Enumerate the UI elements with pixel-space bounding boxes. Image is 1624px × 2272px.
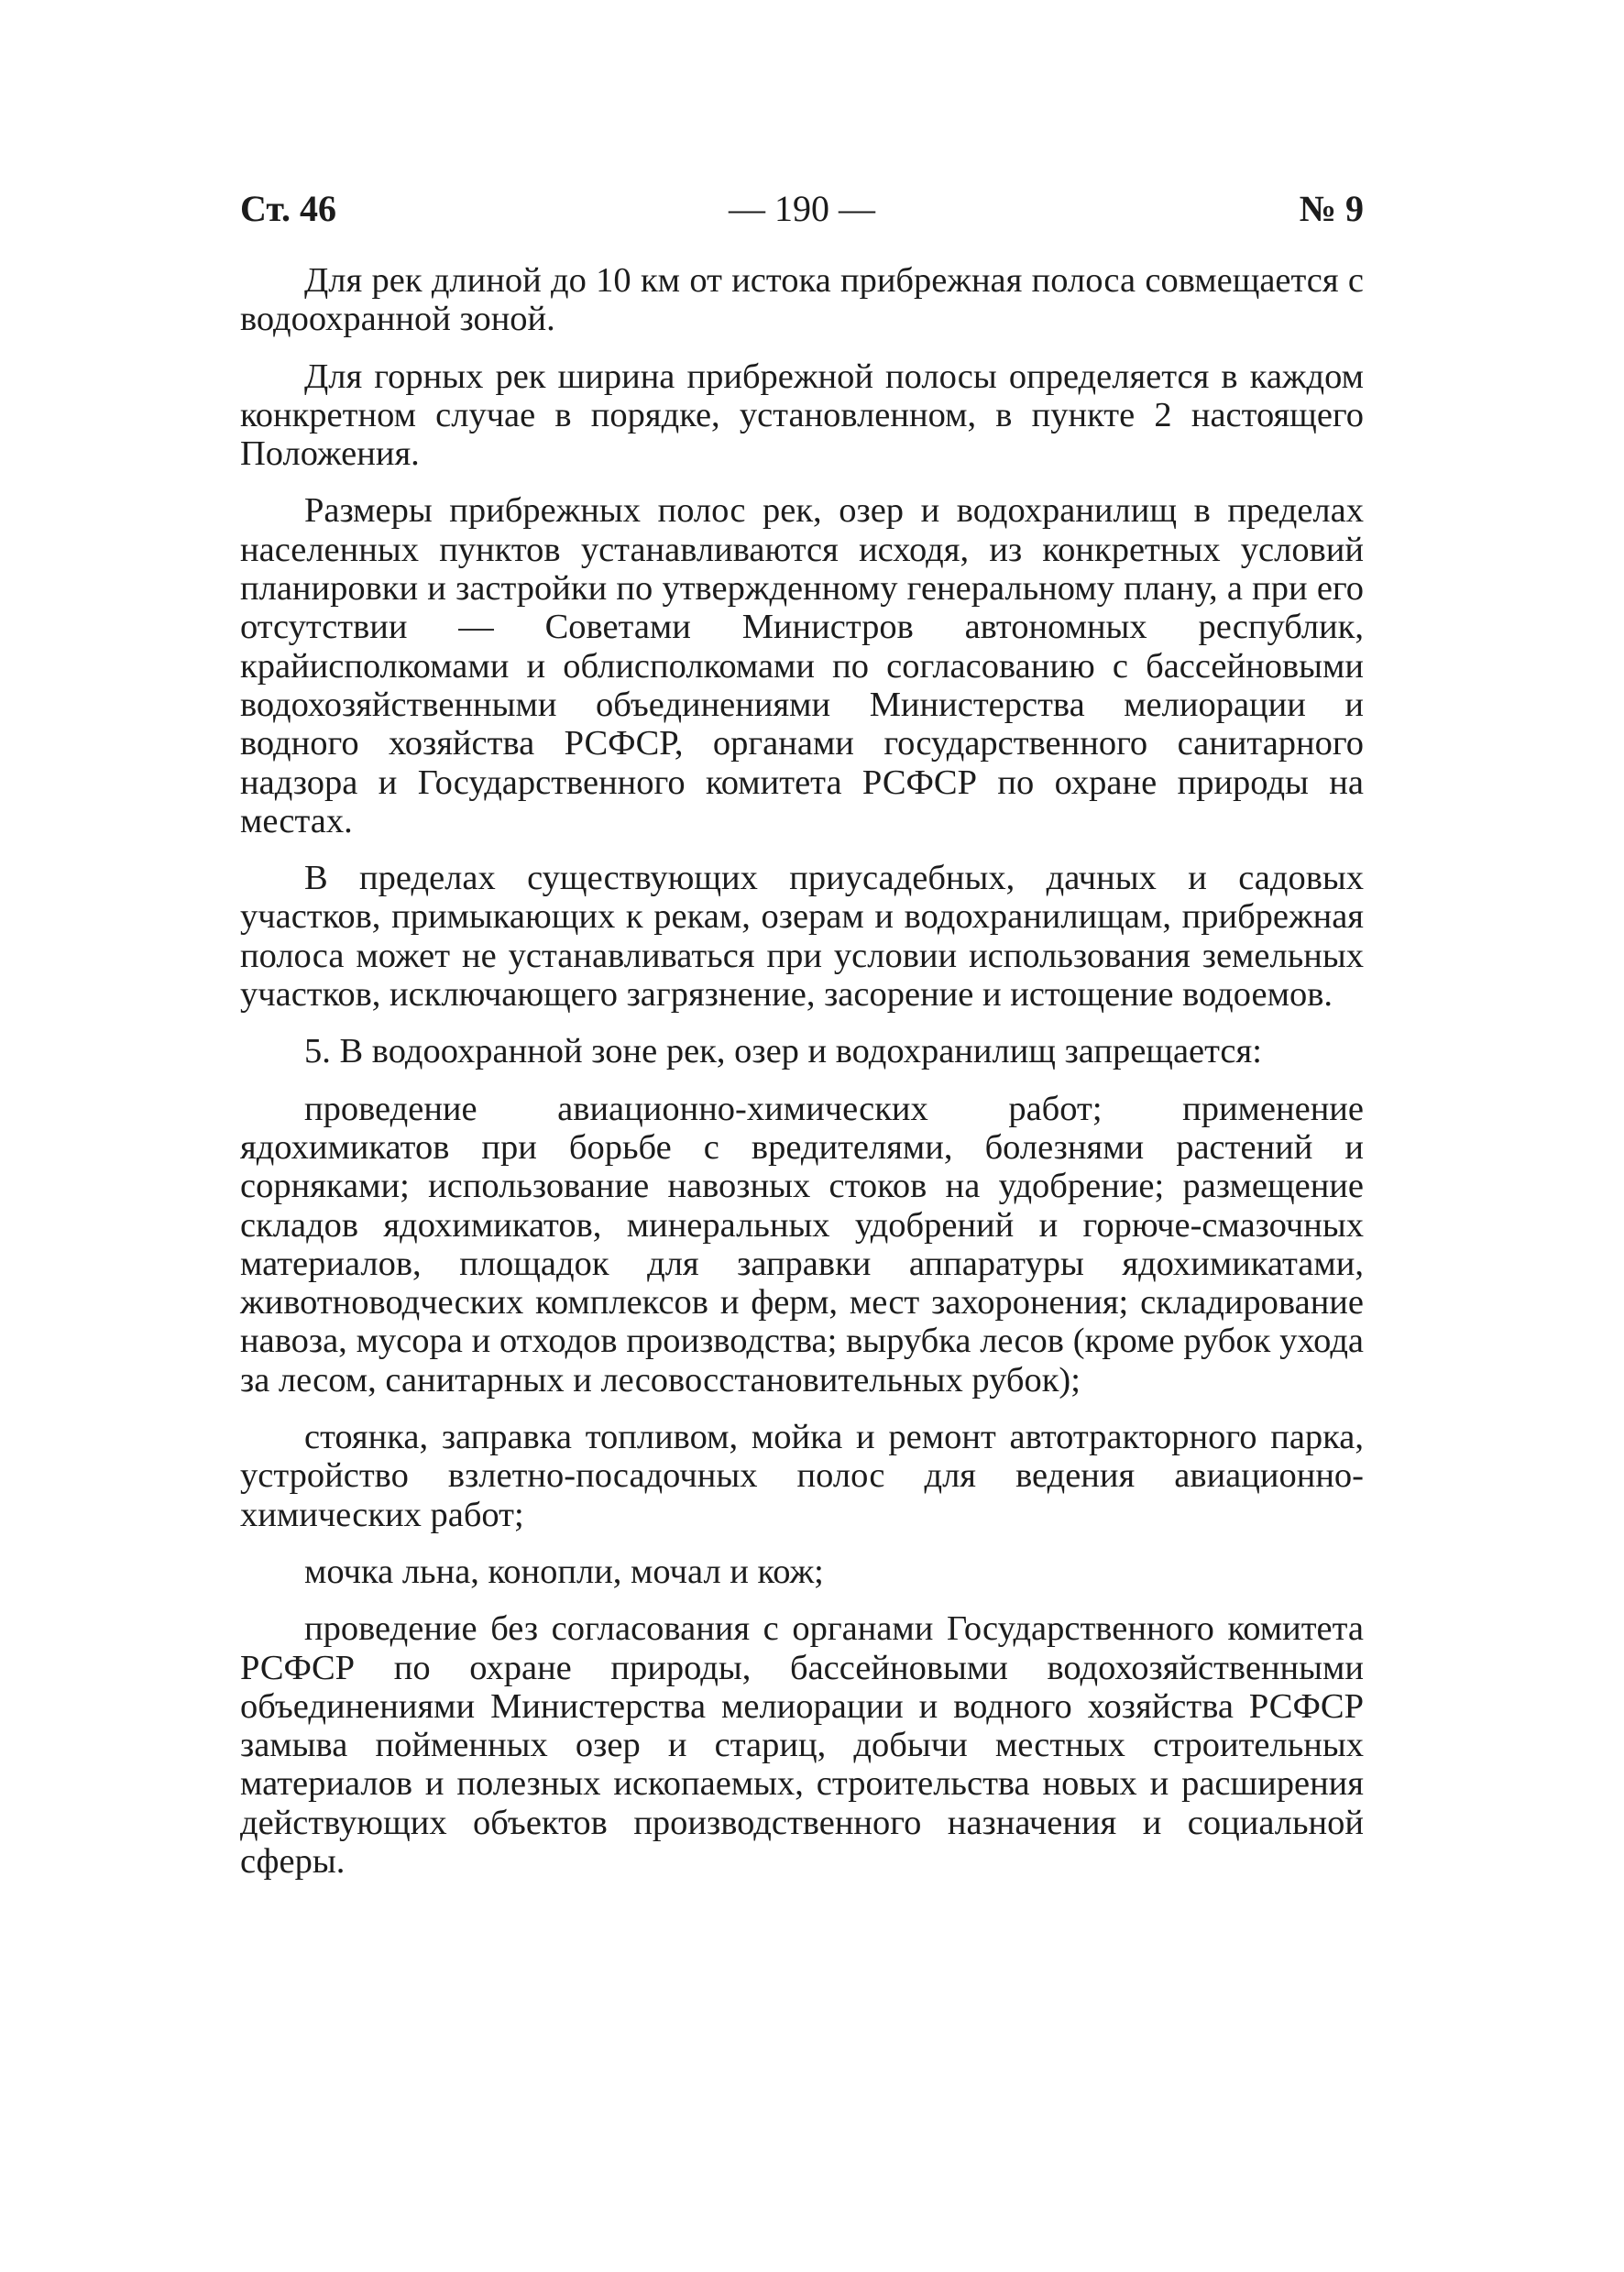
- issue-number: № 9: [1299, 188, 1364, 229]
- page-number: — 190 —: [729, 188, 875, 229]
- paragraph: мочка льна, конопли, мочал и кож;: [304, 1552, 824, 1591]
- paragraph: стоянка, заправка топливом, мойка и ремонт автотракторного парка, устройство взлетно-посадочных полос для ведения авиационно-химических работ;: [240, 1418, 1364, 1534]
- paragraph: Размеры прибрежных полос рек, озер и водохранилищ в пределах населенных пунктов устанавливаются исходя, из конкретных условий планировки и застройки по утвержденному генеральному плану, а при его отсутствии — Советами Министров автономных республик, крайисполкомами и облисполкомами по согласованию с бассейновыми водохозяйственными объединениями Министерства мелиорации и водного хозяйства РСФСР, органами государственного санитарного надзора и Государственного комитета РСФСР по охране природы на местах.: [240, 491, 1364, 840]
- page-header: [240, 181, 1364, 236]
- paragraph: Для горных рек ширина прибрежной полосы определяется в каждом конкретном случае в порядке, установленном, в пункте 2 настоящего Положения.: [240, 357, 1364, 474]
- article-number: Ст. 46: [240, 188, 336, 229]
- document-body: [240, 261, 1364, 1899]
- paragraph: проведение без согласования с органами Государственного комитета РСФСР по охране природы, бассейновыми водохозяйственными объединениями Министерства мелиорации и водного хозяйства РСФСР замыва пойменных озер и стариц, добычи местных строительных материалов и полезных ископаемых, строительства новых и расширения действующих объектов производственного назначения и социальной сферы.: [240, 1609, 1364, 1881]
- paragraph: 5. В водоохранной зоне рек, озер и водохранилищ запрещается:: [304, 1032, 1262, 1071]
- paragraph: Для рек длиной до 10 км от истока прибрежная полоса совмещается с водоохранной зоной.: [240, 261, 1364, 339]
- paragraph: В пределах существующих приусадебных, дачных и садовых участков, примыкающих к рекам, озерам и водохранилищам, прибрежная полоса может не устанавливаться при условии использования земельных участков, исключающего загрязнение, засорение и истощение водоемов.: [240, 859, 1364, 1015]
- paragraph: проведение авиационно-химических работ; применение ядохимикатов при борьбе с вредителями, болезнями растений и сорняками; использование навозных стоков на удобрение; размещение складов ядохимикатов, минеральных удобрений и горюче-смазочных материалов, площадок для заправки аппаратуры ядохимикатами, животноводческих комплексов и ферм, мест захоронения; складирование навоза, мусора и отходов производства; вырубка лесов (кроме рубок ухода за лесом, санитарных и лесовосстановительных рубок);: [240, 1089, 1364, 1399]
